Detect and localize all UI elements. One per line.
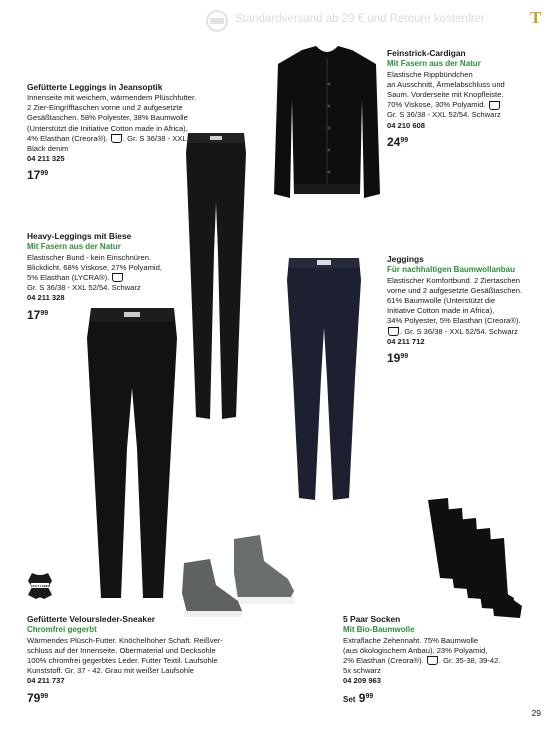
price-cents: 99 xyxy=(400,136,409,144)
washing-care-icon xyxy=(112,273,123,282)
product-desc: Gr. S 36/38 - XXL 52/54. Schwarz xyxy=(387,110,501,120)
price-main: 17 xyxy=(27,307,41,322)
shipping-truck-icon xyxy=(204,10,230,32)
product-tag: Mit Fasern aus der Natur xyxy=(27,242,121,251)
product-heavy-leggings xyxy=(27,231,187,322)
product-jeggings xyxy=(387,254,552,365)
product-price xyxy=(27,691,277,705)
product-desc: 5x schwarz xyxy=(343,666,381,676)
product-desc: 34% Polyester, 5% Elasthan (Creora®). xyxy=(387,316,521,326)
washing-care-icon xyxy=(427,656,438,665)
product-desc: Gr. S 36/38 - XXL 52/54. Schwarz xyxy=(27,283,141,293)
price-main: 9 xyxy=(358,690,366,705)
price-main: 19 xyxy=(387,350,401,365)
product-desc-line xyxy=(27,273,187,283)
product-desc: Black denim xyxy=(27,144,69,154)
product-cardigan xyxy=(387,48,547,149)
article-number: 04 211 325 xyxy=(27,154,65,164)
price-main: 24 xyxy=(387,134,401,149)
product-desc: schluss auf der Innenseite. Obermaterial und Decksohle xyxy=(27,645,216,655)
product-tag: Mit Bio-Baumwolle xyxy=(343,625,415,634)
washing-care-icon xyxy=(111,134,122,143)
leather-badge-text: ECHT LEDER xyxy=(31,584,51,588)
product-desc-line xyxy=(387,100,547,110)
product-desc: (Unterstützt die Initiative Cotton made in Africa), xyxy=(27,123,188,133)
product-desc: Elastischer Bund - kein Einschnüren. xyxy=(27,252,152,262)
product-price xyxy=(387,135,547,149)
shipping-banner xyxy=(0,0,557,40)
heavy-leggings-image[interactable] xyxy=(79,308,186,600)
product-leggings-jeans xyxy=(27,82,237,182)
product-desc: (aus ökologischem Anbau), 23% Polyamid, xyxy=(343,645,488,655)
product-desc: . Gr. S 36/38 - XXL 52/54. Schwarz xyxy=(400,326,518,336)
product-desc: Gesäßtaschen. 58% Polyester, 38% Baumwolle xyxy=(27,113,188,123)
price-cents: 99 xyxy=(40,309,49,317)
washing-care-icon xyxy=(388,327,399,336)
product-desc: 100% chromfrei gegerbtes Leder. Futter Textil. Laufsohle xyxy=(27,655,218,665)
jeggings-image[interactable] xyxy=(283,258,365,502)
product-desc: Kunststoff. Gr. 37 - 42. Grau mit weißer Laufsohle xyxy=(27,666,194,676)
price-main: 17 xyxy=(27,168,41,183)
article-number: 04 209 963 xyxy=(343,676,382,686)
product-desc: 61% Baumwolle (Unterstützt die xyxy=(387,295,496,305)
product-name: Gefütterte Leggings in Jeansoptik xyxy=(27,82,163,92)
product-tag: Für nachhaltigen Baumwollanbau xyxy=(387,265,516,274)
cardigan-image[interactable] xyxy=(272,44,382,202)
sneakers-image[interactable] xyxy=(178,533,302,618)
product-tag: Mit Fasern aus der Natur xyxy=(387,59,481,68)
product-desc: 2 Zier-Eingrifftaschen vorne und 2 aufgesetzte xyxy=(27,103,183,113)
price-cents: 99 xyxy=(400,352,409,360)
product-desc: vorne und 2 aufgesetzte Gesäßtaschen. xyxy=(387,285,523,295)
product-desc-line xyxy=(343,656,533,666)
article-number: 04 211 737 xyxy=(27,676,65,686)
article-number: 04 211 712 xyxy=(387,336,425,346)
product-desc: an Ausschnitt, Ärmelabschluss und xyxy=(387,79,505,89)
product-desc: . Gr. 35-38, 39-42. xyxy=(438,655,501,665)
price-cents: 99 xyxy=(40,170,49,178)
product-desc: 70% Viskose, 30% Polyamid. xyxy=(387,100,486,110)
product-desc: Initiative Cotton made in Africa), xyxy=(387,306,495,316)
product-socks xyxy=(343,614,533,707)
washing-care-icon xyxy=(489,101,500,110)
product-sneaker xyxy=(27,614,277,705)
shipping-banner-text: Standardversand ab 29 € und Retoure kostenfrei xyxy=(235,13,484,25)
product-name: Jeggings xyxy=(387,254,424,264)
product-desc: Saum. Vorderseite mit Knopfleiste. xyxy=(387,89,504,99)
price-prefix: Set xyxy=(343,694,356,704)
product-price xyxy=(27,168,237,182)
product-desc: Blickdicht. 68% Viskose, 27% Polyamid, xyxy=(27,262,162,272)
product-price xyxy=(27,308,187,322)
price-main: 79 xyxy=(27,690,41,705)
product-name: 5 Paar Socken xyxy=(343,614,401,624)
brand-logo[interactable]: T xyxy=(530,8,542,27)
article-number: 04 210 608 xyxy=(387,120,426,130)
article-number: 04 211 328 xyxy=(27,293,65,303)
product-desc-line xyxy=(27,134,237,144)
product-desc: 2% Elasthan (Creora®). xyxy=(343,655,424,665)
product-desc: 5% Elasthan (LYCRA®). xyxy=(27,272,110,282)
socks-image[interactable] xyxy=(418,496,524,620)
price-cents: 99 xyxy=(40,692,49,700)
product-tag: Chromfrei gegerbt xyxy=(27,625,97,634)
product-price xyxy=(387,351,552,365)
product-desc: Wärmendes Plüsch-Futter. Knöchelhoher Schaft. Reißver- xyxy=(27,635,223,645)
product-desc: Elastischer Komfortbund. 2 Ziertaschen xyxy=(387,275,520,285)
product-name: Heavy-Leggings mit Biese xyxy=(27,231,132,241)
price-cents: 99 xyxy=(365,692,374,700)
product-price xyxy=(343,691,533,707)
product-desc: Elastische Rippbündchen xyxy=(387,69,473,79)
product-desc: Extraflache Zehennaht. 75% Baumwolle xyxy=(343,635,479,645)
product-desc: 4% Elasthan (Creora®). xyxy=(27,133,108,143)
product-desc: Innenseite mit weichem, wärmendem Plüschfutter. xyxy=(27,93,197,102)
page-number: 29 xyxy=(531,708,541,718)
product-desc: . Gr. S 36/38 - XXL 52/54. xyxy=(122,133,210,143)
product-name: Gefütterte Veloursleder-Sneaker xyxy=(27,614,156,624)
product-name: Feinstrick-Cardigan xyxy=(387,48,466,58)
product-desc-line xyxy=(387,327,552,337)
